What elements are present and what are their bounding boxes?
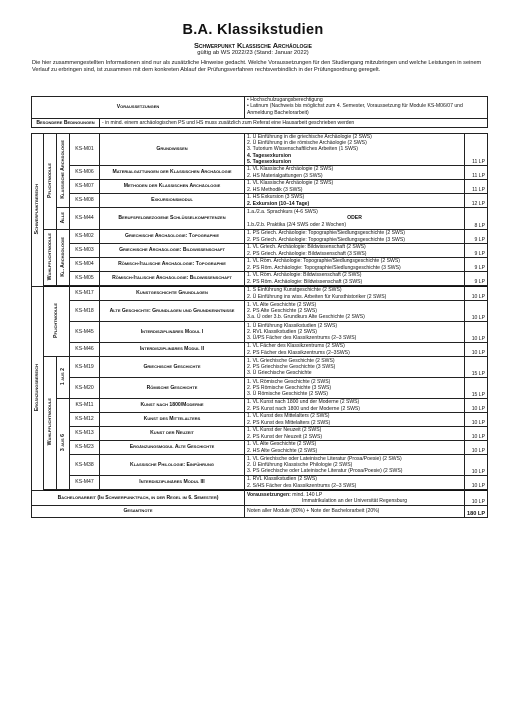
module-credits: 12 LP [465,194,488,208]
module-name: Grundwissen [100,134,245,166]
module-credits: 10 LP [465,301,488,322]
module-code: KS-M18 [70,301,100,322]
page-title: B.A. Klassikstudien [182,22,324,38]
prereq-list [245,97,488,119]
bachelor-row [32,491,488,506]
module-name: Griechische Archäologie: Topographie [100,230,245,244]
module-credits: 10 LP [465,427,488,441]
group-pflichtmodule-2: Pflichtmodule [44,287,70,357]
special-label: Besondere Bedingungen [32,119,100,128]
group-schwerpunkt: Schwerpunktbereich [32,134,44,287]
module-credits: 10 LP [465,287,488,301]
module-credits: 11 LP [465,166,488,180]
group-ergaenzung: Ergänzungsbereich [32,287,44,491]
module-credits: 10 LP [465,343,488,357]
module-name: Interdisziplinäres Modul III [100,476,245,490]
special-row [32,119,488,128]
group-one-of-two: 1 aus 2 [57,357,70,399]
module-code: KS-M47 [70,476,100,490]
module-credits: 10 LP [465,322,488,343]
page-subtitle: Schwerpunkt Klassische Archäologie [193,41,313,50]
module-name: Griechische Archäologie: Bildwissenschaft [100,244,245,258]
prereq-row [32,97,488,119]
module-code: KS-M46 [70,343,100,357]
module-details: 1. VL Klassische Archäologie (2 SWS) 2. HS Methodik (3 SWS) [245,180,465,194]
module-code: KS-M44 [70,208,100,230]
module-details: 1.a./2.a. Sprachkurs (4-6 SWS) ODER 1.b./2.b. Praktika (2/4 SWS oder 2 Wochen) [245,208,465,230]
module-credits: 9 LP [465,258,488,272]
module-credits: 15 LP [465,357,488,378]
bachelor-label: Bachelorarbeit (Im Schwerpunktfach, in der Regel im 6. Semester) [32,491,245,506]
total-row [32,506,488,518]
module-credits: 9 LP [465,244,488,258]
module-code: KS-M23 [70,441,100,455]
module-credits: 10 LP [465,455,488,476]
module-details: 1. Ü Einführung Klassikstudien (2 SWS) 2. RVL Klassikstudien (2 SWS) 3. Ü/PS Fächer des Klassikzentrums (2–3 SWS) [245,322,465,343]
module-row-m04 [32,258,488,272]
module-details: 1. VL Griechische oder Lateinische Literatur (Prosa/Poesie) (2 SWS) 2. Ü Einführung Klassische Philologie (2 SWS) 3. PS Griechische oder Lateinische Literatur (Prosa/Poesie) (2 SWS) [245,455,465,476]
module-name: Kunstgeschichte Grundlagen [100,287,245,301]
module-row-m13 [32,427,488,441]
module-details: 1. VL Griechische Geschichte (2 SWS) 2. PS Griechische Geschichte (3 SWS) 3. Ü Griechische Geschichte [245,357,465,378]
module-details: 1. VL Alte Geschichte (2 SWS) 2. PS Alte Geschichte (2 SWS) 3.a. Ü oder 3.b. Grundkurs Alte Geschichte (2 SWS) [245,301,465,322]
module-details: 1. HS Exkursion (3 SWS) 2. Exkursion (10–14 Tage) [245,194,465,208]
module-code: KS-M04 [70,258,100,272]
module-name: Griechische Geschichte [100,357,245,378]
module-code: KS-M12 [70,413,100,427]
bachelor-requirements: Voraussetzungen: mind. 140 LP Immatrikulation an der Universität Regensburg [245,491,465,506]
module-code: KS-M38 [70,455,100,476]
module-details: 1. VL Kunst der Neuzeit (2 SWS) 2. PS Kunst der Neuzeit (2 SWS) [245,427,465,441]
module-credits: 9 LP [465,272,488,286]
module-name: Alte Geschichte: Grundlagen und Grundkenntnisse [100,301,245,322]
module-code: KS-M01 [70,134,100,166]
module-credits: 10 LP [465,399,488,413]
module-details: 1. RVL Klassikstudien (2 SWS) 2. S/HS Fächer des Klassikzentrums (2–3 SWS) [245,476,465,490]
module-code: KS-M05 [70,272,100,286]
module-credits: 10 LP [465,441,488,455]
module-credits: 10 LP [465,413,488,427]
module-name: Kunst nach 1800/Moderne [100,399,245,413]
module-name: Römische Geschichte [100,378,245,399]
group-kl-arch: Kl. Archäologie [57,230,70,286]
module-row-m12 [32,413,488,427]
module-row-m38 [32,455,488,476]
module-credits: 8 LP [465,208,488,230]
module-row-m06 [32,166,488,180]
module-name: Interdisziplinäres Modul I [100,322,245,343]
validity-note: gültig ab WS 2022/23 (Stand: Januar 2022) [197,50,309,56]
prereq-label: Voraussetzungen [32,97,245,119]
module-details: 1. VL Fächer des Klassikzentrums (2 SWS) 2. PS Fächer des Klassikzentrums (2–3SWS) [245,343,465,357]
module-row-m18 [32,301,488,322]
module-details: 1. VL Klassische Archäologie (2 SWS) 2. HS Materialgattungen (3 SWS) [245,166,465,180]
module-row-m05 [32,272,488,286]
module-code: KS-M17 [70,287,100,301]
module-code: KS-M13 [70,427,100,441]
module-details: 1. S Einführung Kunstgeschichte (2 SWS) 2. Ü Einführung ins wiss. Arbeiten für Kunsthistoriker (2 SWS) [245,287,465,301]
special-text: - in mind. einem archäologischen PS und HS muss zusätzlich zum Referat eine Hausarbeit geschrieben werden [100,119,488,128]
group-wahlpflichtmodule-2: Wahlpflichtmodule [44,357,57,490]
module-code: KS-M45 [70,322,100,343]
module-code: KS-M06 [70,166,100,180]
module-row-m23 [32,441,488,455]
module-name: Interdisziplinäres Modul II [100,343,245,357]
module-code: KS-M19 [70,357,100,378]
module-name: Kunst des Mittelalters [100,413,245,427]
bachelor-credits: 10 LP [465,491,488,506]
module-table [31,96,488,518]
prereq-item: • Hochschulzugangsberechtigung [247,97,323,103]
module-row-m02 [32,230,488,244]
module-name: Kunst der Neuzeit [100,427,245,441]
module-name: Materialgattungen der Klassischen Archäologie [100,166,245,180]
module-code: KS-M20 [70,378,100,399]
group-alle: Alle [57,208,70,230]
total-credits: 180 LP [465,506,488,518]
module-row-m46 [32,343,488,357]
module-row-m07 [32,180,488,194]
module-details: 1. VL Römische Geschichte (2 SWS) 2. PS Römische Geschichte (3 SWS) 3. Ü Römische Geschichte (2 SWS) [245,378,465,399]
module-code: KS-M08 [70,194,100,208]
module-details: 1. VL Alte Geschichte (2 SWS) 2. HS Alte Geschichte (2 SWS) [245,441,465,455]
module-code: KS-M11 [70,399,100,413]
intro-paragraph: Die hier zusammengestellten Informationen sind nur als zusätzliche Hinweise gedacht. Welche Voraussetzungen für den Studiengang mitzubringen und welche Leistungen in seinem Verlauf zu erbringen sind, ist zusammen mit dem konkreten Ablauf der Prüfungsverfahren rechtsverbindlich in der Prüfungsordnung geregelt. [32,60,482,74]
module-row-m45 [32,322,488,343]
module-code: KS-M02 [70,230,100,244]
module-name: Berufsfeldbezogene Schlüsselkompetenzen [100,208,245,230]
module-code: KS-M03 [70,244,100,258]
module-code: KS-M07 [70,180,100,194]
module-name: Römisch-Italische Archäologie: Bildwissenschaft [100,272,245,286]
module-credits: 10 LP [465,476,488,490]
group-klass-arch: Klassische Archäologie [57,134,70,208]
module-row-m11 [32,399,488,413]
module-row-m20 [32,378,488,399]
module-name: Ergänzungsmodul Alte Geschichte [100,441,245,455]
module-credits: 15 LP [465,378,488,399]
group-wahlpflichtmodule: Wahlpflichtmodule [44,230,57,286]
module-row-m19 [32,357,488,378]
module-name: Methoden der Klassischen Archäologie [100,180,245,194]
module-name: Römisch-Italische Archäologie: Topographie [100,258,245,272]
module-name: Klassische Philologie: Einführung [100,455,245,476]
module-details: 1. VL Röm. Archäologie: Bildwissenschaft (2 SWS) 2. PS Röm. Archäologie: Bildwissenschaft (3 SWS) [245,272,465,286]
module-row-m44 [32,208,488,230]
total-text: Noten aller Module (80%) + Note der Bachelorarbeit (20%) [245,506,465,518]
module-credits: 9 LP [465,230,488,244]
module-credits: 11 LP [465,180,488,194]
module-details: 1. PS Griech. Archäologie: Topographie/Siedlungsgeschichte (2 SWS) 2. PS Griech. Archäologie: Topographie/Siedlungsgeschichte (3 SWS) [245,230,465,244]
module-details: 1. Ü Einführung in die griechische Archäologie (2 SWS) 2. Ü Einführung in die römische Archäologie (2 SWS) 3. Tutorium Wissenschaftliches Arbeiten (1 SWS) 4. Tagesexkursion 5. Tagesexkursion [245,134,465,166]
module-details: 1. VL Griech. Archäologie: Bildwissenschaft (2 SWS) 2. PS Griech. Archäologie: Bildwissenschaft (3 SWS) [245,244,465,258]
module-row-m17 [32,287,488,301]
total-label: Gesamtnote [32,506,245,518]
group-pflichtmodule: Pflichtmodule [44,134,57,230]
module-row-m03 [32,244,488,258]
module-row-m47 [32,476,488,490]
module-details: 1. VL Kunst des Mittelalters (2 SWS) 2. PS Kunst des Mittelalters (2 SWS) [245,413,465,427]
module-name: Exkursionsmodul [100,194,245,208]
module-credits: 11 LP [465,134,488,166]
module-row-m01 [32,134,488,166]
group-three-of-six: 3 aus 6 [57,399,70,490]
prereq-item: • Latinum (Nachweis bis möglichst zum 4. Semester, Voraussetzung für Module KS-M06/07 und Anmeldung Bachelorarbeit) [247,103,463,116]
module-details: 1. VL Kunst nach 1800 und der Moderne (2 SWS) 2. PS Kunst nach 1800 und der Moderne (2 SWS) [245,399,465,413]
module-row-m08 [32,194,488,208]
module-details: 1. VL Röm. Archäologie: Topographie/Siedlungsgeschichte (2 SWS) 2. PS Röm. Archäologie: Topographie/Siedlungsgeschichte (3 SWS) [245,258,465,272]
